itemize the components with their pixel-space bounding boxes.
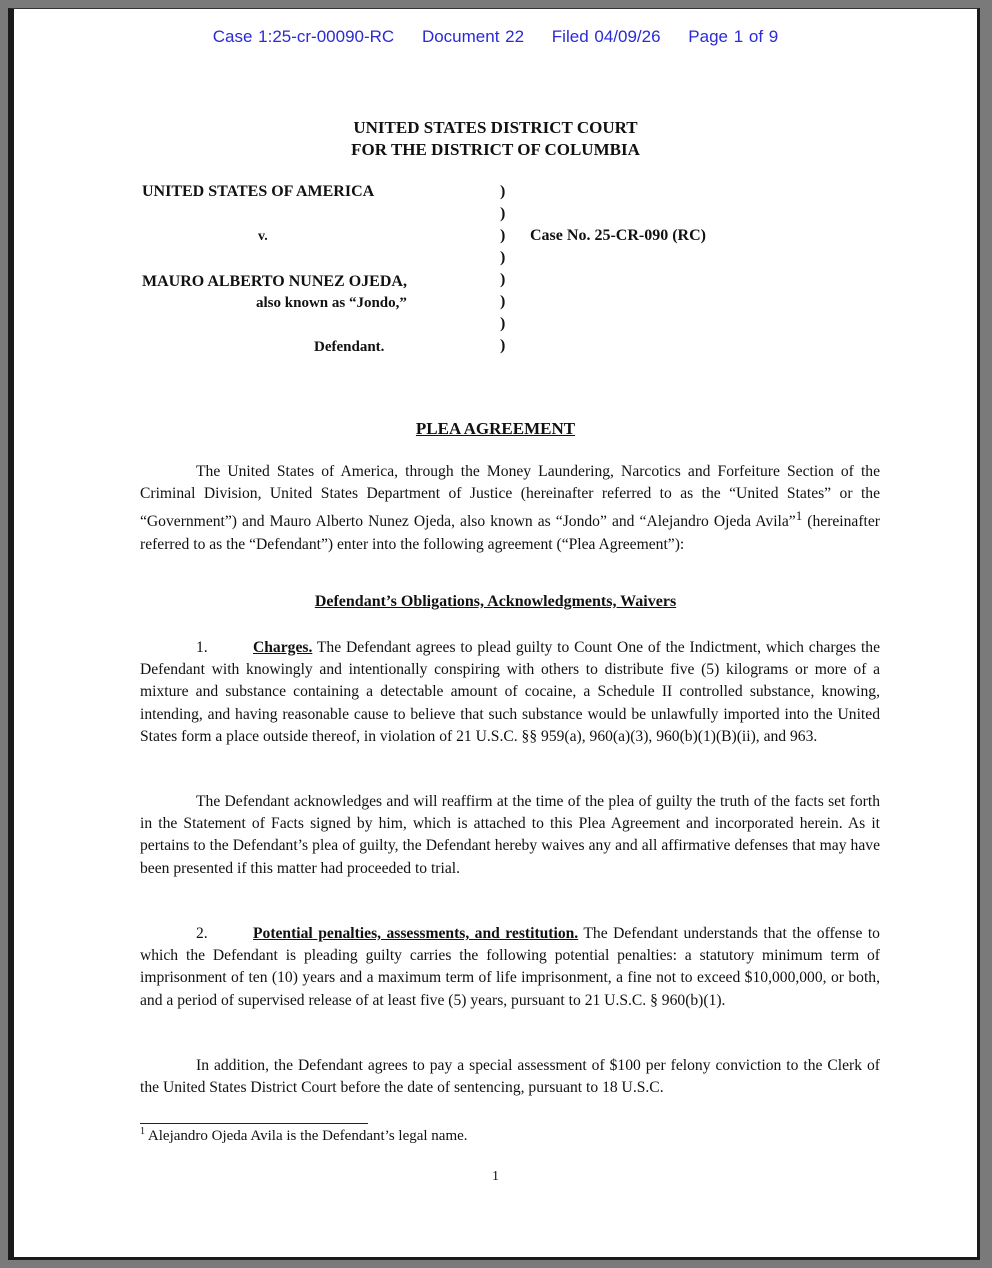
footnote-mark: 1 — [140, 1126, 145, 1137]
paragraph-text: The Defendant agrees to plead guilty to Count One of the Indictment, which charges the Defendant with knowingly and intentionally conspiring with others to distribute five (5) kilograms or more of a mixture and substance containing a detectable amount of cocaine, a Schedule II controlled substance, knowing, intending, and having reasonable cause to believe that such substance would be unlawfully imported into the United States form a place outside thereof, in violation of 21 U.S.C. §§ 959(a), 960(a)(3), 960(b)(1)(B)(ii), and 963. — [140, 639, 880, 745]
defendant-alias: also known as “Jondo,” — [256, 295, 407, 311]
footnote-text: Alejandro Ojeda Avila is the Defendant’s legal name. — [145, 1128, 468, 1144]
stamp-document: Document 22 — [421, 27, 525, 46]
footnote-ref[interactable]: 1 — [795, 508, 803, 524]
paragraph-1 — [140, 637, 880, 748]
section-heading: Defendant’s Obligations, Acknowledgments, Waivers — [314, 593, 677, 610]
paragraph-number: 1. — [196, 639, 208, 656]
document-page — [8, 8, 980, 1260]
stamp-filed: Filed 04/09/26 — [551, 27, 661, 46]
paragraph-text: The Defendant understands that the offense to which the Defendant is pleading guilty carries the following potential penalties: a statutory minimum term of imprisonment of ten (10) years and a maximum term of life imprisonment, a fine not to exceed $10,000,000, or both, and a period of supervised release of at least five (5) years, pursuant to 21 U.S.C. § 960(b)(1). — [140, 925, 880, 1009]
caption-paren: ) — [500, 205, 506, 222]
paragraph-heading: Potential penalties, assessments, and restitution. — [253, 925, 579, 942]
caption-paren: ) — [500, 337, 506, 354]
caption-paren: ) — [500, 271, 506, 288]
versus: v. — [258, 229, 268, 244]
caption-paren: ) — [500, 315, 506, 332]
page-number: 1 — [492, 1169, 499, 1184]
stamp-page: Page 1 of 9 — [688, 27, 779, 46]
intro-text: The United States of America, through the Money Laundering, Narcotics and Forfeiture Section of the Criminal Division, United States Department of Justice (hereinafter referred to as the “United States” or the “Government”) and Mauro Alberto Nunez Ojeda, also known as “Jondo” and “Alejandro Ojeda Avila” — [140, 463, 880, 531]
paragraph-number: 2. — [196, 925, 208, 942]
court-heading — [14, 117, 977, 161]
caption-paren: ) — [500, 293, 506, 310]
intro-paragraph — [140, 461, 880, 556]
caption-paren: ) — [500, 183, 506, 200]
defendant-name: MAURO ALBERTO NUNEZ OJEDA, — [142, 273, 407, 290]
footnote — [140, 1126, 468, 1145]
paragraph-heading: Charges. — [253, 639, 313, 656]
footnote-divider — [140, 1123, 368, 1124]
caption-paren: ) — [500, 227, 506, 244]
paragraph-2b: In addition, the Defendant agrees to pay a special assessment of $100 per felony conviction to the Clerk of the United States District Court before the date of sentencing, pursuant to 18 U.S.C. — [140, 1057, 880, 1097]
filing-stamp — [14, 27, 977, 47]
defendant-label: Defendant. — [314, 339, 385, 355]
document-title: PLEA AGREEMENT — [415, 419, 576, 438]
stamp-case: Case 1:25-cr-00090-RC — [212, 27, 395, 46]
caption-paren: ) — [500, 249, 506, 266]
court-line-2: FOR THE DISTRICT OF COLUMBIA — [351, 140, 640, 159]
paragraph-1b: The Defendant acknowledges and will reaffirm at the time of the plea of guilty the truth of the facts set forth in the Statement of Facts signed by him, which is attached to this Plea Agreement and incorporated herein. As it pertains to the Defendant’s plea of guilty, the Defendant hereby waives any and all affirmative defenses that may have been presented if this matter had proceeded to trial. — [140, 793, 880, 877]
intro-tail: (hereinafter referred to as the “Defendant”) enter into the following agreement (“Plea Agreement”): — [140, 513, 880, 553]
plaintiff: UNITED STATES OF AMERICA — [142, 183, 375, 200]
paragraph-2 — [140, 923, 880, 1012]
court-line-1: UNITED STATES DISTRICT COURT — [353, 118, 638, 137]
case-number: Case No. 25-CR-090 (RC) — [530, 227, 706, 244]
